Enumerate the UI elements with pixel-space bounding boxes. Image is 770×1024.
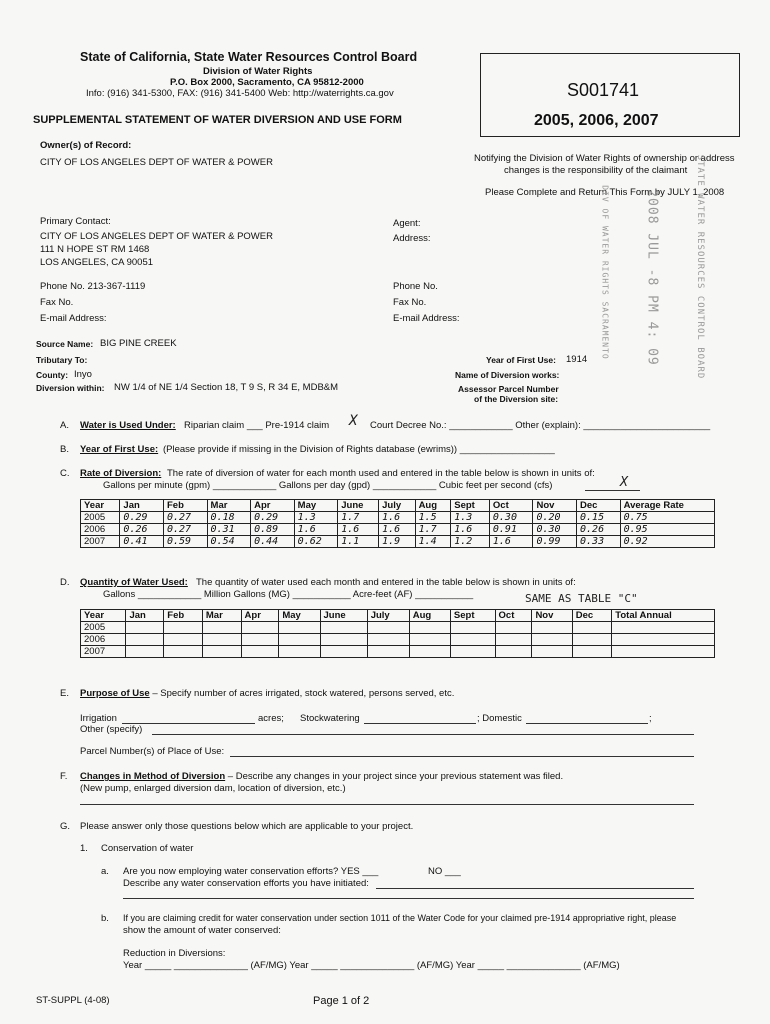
first-use-label: Year of First Use:: [486, 355, 556, 365]
column-header: Year: [81, 610, 126, 622]
column-header: May: [294, 500, 338, 512]
division-name: Division of Water Rights: [203, 66, 313, 77]
source-value: BIG PINE CREEK: [100, 338, 177, 349]
column-header: Nov: [532, 610, 572, 622]
form-number: ST-SUPPL (4-08): [36, 995, 110, 1006]
other-label: Other (specify): [80, 724, 143, 735]
rate-cell[interactable]: 1.6: [379, 524, 415, 536]
column-header: Aug: [409, 610, 450, 622]
conservation-efforts-field-2[interactable]: [123, 898, 694, 899]
apn-label: Assessor Parcel Number: [458, 384, 559, 394]
rate-cell[interactable]: 1.9: [379, 536, 415, 548]
quantity-cell[interactable]: [241, 622, 279, 634]
column-header: July: [367, 610, 409, 622]
domestic-semicolon: ;: [649, 713, 652, 724]
column-header: Year: [81, 500, 120, 512]
section-c-units: Gallons per minute (gpm) ____________ Gallons per day (gpd) ____________ Cubic feet per second (cfs): [103, 480, 553, 491]
rate-cell[interactable]: 0.30: [489, 512, 533, 524]
table-header-row: [81, 500, 715, 512]
acres-label: acres;: [258, 713, 284, 724]
cfs-checkmark[interactable]: X: [620, 475, 628, 490]
question-1-number: 1.: [80, 843, 88, 854]
source-label: Source Name:: [36, 339, 94, 349]
statement-id: S001741: [567, 80, 640, 100]
section-b-text: (Please provide if missing in the Division of Rights database (ewrims)) __________________: [163, 444, 555, 455]
column-header: Aug: [415, 500, 451, 512]
quantity-cell[interactable]: [202, 634, 241, 646]
primary-contact-name: CITY OF LOS ANGELES DEPT OF WATER & POWER: [40, 231, 273, 242]
column-header: Nov: [533, 500, 577, 512]
other-field[interactable]: [152, 734, 694, 735]
quantity-cell[interactable]: [164, 622, 203, 634]
section-c-letter: C.: [60, 468, 70, 479]
quantity-cell[interactable]: [126, 634, 164, 646]
notice-text: Notifying the Division of Water Rights of ownership or address: [474, 153, 735, 164]
primary-contact-label: Primary Contact:: [40, 216, 111, 227]
section-d-title: Quantity of Water Used:: [80, 577, 188, 588]
notice-text-2: changes is the responsibility of the claimant: [504, 165, 688, 176]
quantity-cell[interactable]: [572, 646, 612, 658]
column-header: Oct: [489, 500, 533, 512]
year-cell[interactable]: 2005: [81, 512, 120, 524]
question-b-letter: b.: [101, 913, 109, 924]
form-title: SUPPLEMENTAL STATEMENT OF WATER DIVERSION AND USE FORM: [33, 114, 402, 126]
quantity-cell[interactable]: [320, 622, 367, 634]
section-f-letter: F.: [60, 771, 68, 782]
column-header: Mar: [207, 500, 251, 512]
quantity-cell[interactable]: [572, 622, 612, 634]
quantity-cell[interactable]: [495, 634, 532, 646]
agent-label: Agent:: [393, 218, 421, 229]
rate-cell[interactable]: 1.6: [294, 524, 338, 536]
column-header: Mar: [202, 610, 241, 622]
quantity-cell[interactable]: [126, 622, 164, 634]
rate-cell[interactable]: 1.1: [338, 536, 379, 548]
primary-contact-street: 111 N HOPE ST RM 1468: [40, 244, 150, 255]
rate-cell[interactable]: 0.29: [120, 512, 164, 524]
rate-cell[interactable]: 1.3: [451, 512, 490, 524]
quantity-cell[interactable]: [612, 646, 715, 658]
primary-email: E-mail Address:: [40, 313, 107, 324]
column-header: Jan: [120, 500, 164, 512]
section-f-title: Changes in Method of Diversion: [80, 771, 226, 782]
rate-cell[interactable]: 0.99: [533, 536, 577, 548]
quantity-cell[interactable]: [409, 646, 450, 658]
rate-cell[interactable]: 0.29: [251, 512, 295, 524]
table-header-row: [81, 610, 715, 622]
pre1914-checkmark[interactable]: X: [349, 413, 358, 429]
diversion-label: Diversion within:: [36, 383, 105, 393]
rate-cell[interactable]: 0.54: [207, 536, 251, 548]
received-stamp-board: STATE WATER RESOURCES CONTROL BOARD: [695, 154, 705, 380]
section-a-other: Court Decree No.: ____________ Other (explain): ________________________: [370, 420, 711, 431]
quantity-cell[interactable]: [532, 646, 572, 658]
rate-cell[interactable]: 1.6: [489, 536, 533, 548]
rate-cell[interactable]: 1.5: [415, 512, 451, 524]
year-cell: 2006: [81, 634, 126, 646]
section-a-letter: A.: [60, 420, 69, 431]
quantity-cell[interactable]: [572, 634, 612, 646]
section-e-heading: [80, 688, 454, 699]
cfs-line: [585, 490, 640, 491]
rate-cell[interactable]: 0.95: [620, 524, 714, 536]
rate-cell[interactable]: 0.18: [207, 512, 251, 524]
quantity-cell[interactable]: [612, 622, 715, 634]
same-as-table-c-note: SAME AS TABLE "C": [525, 592, 638, 605]
column-header: Feb: [164, 610, 203, 622]
question-a-text-2: Describe any water conservation efforts you have initiated:: [123, 878, 369, 889]
domestic-label: ; Domestic: [477, 713, 522, 724]
stockwatering-field[interactable]: [364, 723, 476, 724]
table-row: [81, 536, 715, 548]
quantity-cell[interactable]: [320, 646, 367, 658]
quantity-cell[interactable]: [532, 622, 572, 634]
return-by-text: Please Complete and Return This Form by JULY 1, 2008: [485, 187, 725, 198]
rate-cell[interactable]: 0.89: [251, 524, 295, 536]
question-a-no: NO ___: [428, 866, 461, 877]
rate-cell[interactable]: 1.7: [338, 512, 379, 524]
agency-contact-info: Info: (916) 341-5300, FAX: (916) 341-5400 Web: http://waterrights.ca.gov: [86, 88, 394, 99]
agency-address: P.O. Box 2000, Sacramento, CA 95812-2000: [170, 77, 364, 88]
county-value: Inyo: [74, 369, 92, 380]
section-c-title: Rate of Diversion:: [80, 468, 162, 479]
year-cell: 2005: [81, 622, 126, 634]
statement-years: 2005, 2006, 2007: [534, 112, 659, 129]
quantity-cell[interactable]: [241, 646, 279, 658]
column-header: Apr: [251, 500, 295, 512]
rate-cell[interactable]: 1.4: [415, 536, 451, 548]
reduction-label: Reduction in Diversions:: [123, 948, 226, 959]
diversion-works-label: Name of Diversion works:: [455, 370, 560, 380]
rate-cell[interactable]: 0.31: [207, 524, 251, 536]
table-row: [81, 634, 715, 646]
rate-cell[interactable]: 0.27: [163, 524, 207, 536]
column-header: Dec: [572, 610, 612, 622]
column-header: July: [379, 500, 415, 512]
year-cell[interactable]: 2007: [81, 536, 120, 548]
quantity-cell[interactable]: [495, 646, 532, 658]
column-header: Average Rate: [620, 500, 714, 512]
section-g-letter: G.: [60, 821, 71, 832]
column-header: Apr: [241, 610, 279, 622]
column-header: May: [279, 610, 320, 622]
question-b-text: If you are claiming credit for water conservation under section 1011 of the Water Code for your claimed pre-1914 appropriative right, please: [123, 913, 677, 923]
quantity-cell[interactable]: [532, 634, 572, 646]
quantity-cell[interactable]: [202, 622, 241, 634]
rate-cell[interactable]: 0.30: [533, 524, 577, 536]
column-header: June: [320, 610, 367, 622]
rate-cell[interactable]: 1.7: [415, 524, 451, 536]
received-stamp-division: DIV OF WATER RIGHTS SACRAMENTO: [600, 185, 610, 360]
owner-value: CITY OF LOS ANGELES DEPT OF WATER & POWER: [40, 157, 273, 168]
rate-cell[interactable]: 0.91: [489, 524, 533, 536]
section-d-units: Gallons ____________ Million Gallons (MG) ___________ Acre-feet (AF) ___________: [103, 589, 474, 600]
rate-cell[interactable]: 0.20: [533, 512, 577, 524]
quantity-cell[interactable]: [409, 622, 450, 634]
parcel-label: Parcel Number(s) of Place of Use:: [80, 746, 225, 757]
conservation-efforts-field[interactable]: [376, 888, 694, 889]
section-f-heading: [80, 771, 563, 782]
quantity-of-water-table: [80, 609, 715, 658]
section-e-letter: E.: [60, 688, 69, 699]
page-number: Page 1 of 2: [313, 995, 370, 1007]
agency-title: State of California, State Water Resources Control Board: [80, 50, 418, 64]
section-g-text: Please answer only those questions below which are applicable to your project.: [80, 821, 414, 832]
quantity-cell[interactable]: [409, 634, 450, 646]
section-f-field[interactable]: [80, 804, 694, 805]
quantity-cell[interactable]: [367, 646, 409, 658]
diversion-value: NW 1/4 of NE 1/4 Section 18, T 9 S, R 34 E, MDB&M: [114, 382, 339, 393]
section-b-title: Year of First Use:: [80, 444, 159, 455]
section-e-title: Purpose of Use: [80, 688, 150, 699]
section-e-text: – Specify number of acres irrigated, stock watered, persons served, etc.: [149, 688, 455, 699]
rate-cell[interactable]: 1.6: [379, 512, 415, 524]
quantity-cell[interactable]: [279, 646, 320, 658]
parcel-field[interactable]: [230, 756, 694, 757]
rate-cell[interactable]: 0.44: [251, 536, 295, 548]
rate-cell[interactable]: 0.27: [163, 512, 207, 524]
reduction-year-row: Year _____ ______________ (AF/MG) Year _____ ______________ (AF/MG) Year _____ ______________ (AF/MG): [123, 960, 620, 971]
section-a-title: Water is Used Under:: [80, 420, 176, 431]
column-header: Oct: [495, 610, 532, 622]
question-a-letter: a.: [101, 866, 109, 877]
irrigation-label: Irrigation: [80, 713, 117, 724]
column-header: Total Annual: [612, 610, 715, 622]
rate-of-diversion-table: [80, 499, 715, 548]
table-row: [81, 512, 715, 524]
column-header: Feb: [163, 500, 207, 512]
quantity-cell[interactable]: [367, 622, 409, 634]
statement-box: [480, 53, 740, 137]
section-f-text: – Describe any changes in your project since your previous statement was filed.: [225, 771, 564, 782]
year-cell[interactable]: 2006: [81, 524, 120, 536]
rate-cell[interactable]: 0.75: [620, 512, 714, 524]
county-label: County:: [36, 370, 69, 380]
table-row: [81, 622, 715, 634]
agent-email: E-mail Address:: [393, 313, 460, 324]
apn-label-2: of the Diversion site:: [474, 394, 559, 404]
quantity-cell[interactable]: [241, 634, 279, 646]
column-header: Sept: [451, 500, 490, 512]
agent-address: Address:: [393, 233, 431, 244]
quantity-cell[interactable]: [450, 622, 495, 634]
table-row: [81, 646, 715, 658]
quantity-cell[interactable]: [164, 646, 203, 658]
quantity-cell[interactable]: [320, 634, 367, 646]
section-d-text: The quantity of water used each month and entered in the table below is shown in units of:: [196, 577, 576, 588]
section-f-text-2: (New pump, enlarged diversion dam, location of diversion, etc.): [80, 783, 346, 794]
quantity-cell[interactable]: [279, 622, 320, 634]
section-b-letter: B.: [60, 444, 69, 455]
question-b-text-2: show the amount of water conserved:: [123, 925, 281, 936]
agent-phone: Phone No.: [393, 281, 438, 292]
quantity-cell[interactable]: [450, 646, 495, 658]
quantity-cell[interactable]: [450, 634, 495, 646]
primary-phone: Phone No. 213-367-1119: [40, 281, 146, 292]
agent-fax: Fax No.: [393, 297, 427, 308]
stockwatering-label: Stockwatering: [300, 713, 360, 724]
rate-cell[interactable]: 1.6: [451, 524, 490, 536]
year-cell: 2007: [81, 646, 126, 658]
section-d-letter: D.: [60, 577, 70, 588]
table-row: [81, 524, 715, 536]
rate-cell[interactable]: 1.6: [338, 524, 379, 536]
rate-cell[interactable]: 0.15: [577, 512, 621, 524]
rate-cell[interactable]: 1.2: [451, 536, 490, 548]
rate-cell[interactable]: 0.62: [294, 536, 338, 548]
first-use-value: 1914: [566, 354, 588, 365]
question-1-text: Conservation of water: [101, 843, 194, 854]
column-header: June: [338, 500, 379, 512]
quantity-cell[interactable]: [126, 646, 164, 658]
column-header: Jan: [126, 610, 164, 622]
quantity-cell[interactable]: [164, 634, 203, 646]
column-header: Dec: [577, 500, 621, 512]
rate-cell[interactable]: 0.26: [577, 524, 621, 536]
question-a-text: Are you now employing water conservation efforts? YES ___: [123, 866, 379, 877]
quantity-cell[interactable]: [367, 634, 409, 646]
rate-cell[interactable]: 0.41: [120, 536, 164, 548]
primary-contact-city: LOS ANGELES, CA 90051: [40, 257, 154, 268]
rate-cell[interactable]: 0.33: [577, 536, 621, 548]
section-a-claims: Riparian claim ___ Pre-1914 claim: [184, 420, 330, 431]
rate-cell[interactable]: 0.92: [620, 536, 714, 548]
column-header: Sept: [450, 610, 495, 622]
received-stamp-date: 2008 JUL -8 PM 4: 09: [644, 189, 660, 366]
section-c-text: The rate of diversion of water for each month used and entered in the table below is shown in units of:: [167, 468, 595, 479]
tributary-label: Tributary To:: [36, 355, 88, 365]
primary-fax: Fax No.: [40, 297, 74, 308]
rate-cell[interactable]: 1.3: [294, 512, 338, 524]
quantity-cell[interactable]: [495, 622, 532, 634]
quantity-cell[interactable]: [202, 646, 241, 658]
rate-cell[interactable]: 0.59: [163, 536, 207, 548]
domestic-field[interactable]: [526, 723, 648, 724]
quantity-cell[interactable]: [612, 634, 715, 646]
rate-cell[interactable]: 0.26: [120, 524, 164, 536]
owner-label: Owner(s) of Record:: [40, 140, 132, 151]
quantity-cell[interactable]: [279, 634, 320, 646]
